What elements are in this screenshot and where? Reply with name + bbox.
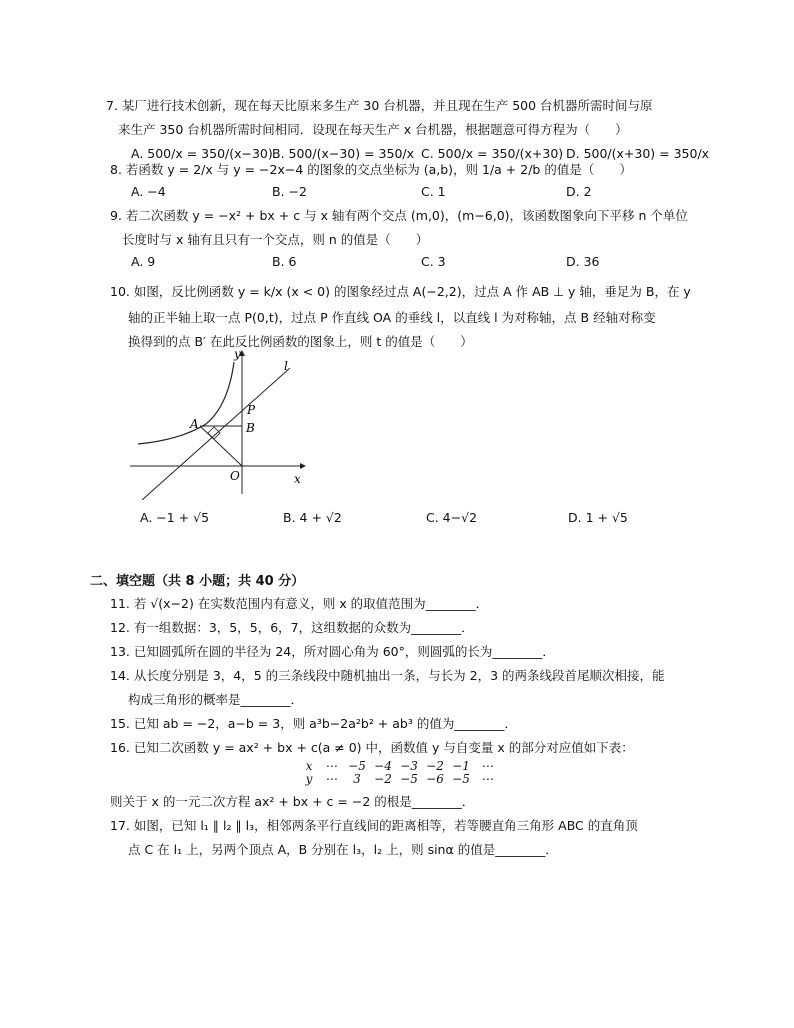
- q7-option-d: D. 500/(x+30) = 350/x: [566, 146, 710, 161]
- section-heading: 二、填空题（共 8 小题；共 40 分）: [90, 574, 305, 589]
- q8-option-c: C. 1: [421, 184, 446, 199]
- label-p: P: [247, 403, 256, 417]
- table-cell: −5: [348, 759, 366, 773]
- table-cell: x: [305, 759, 313, 773]
- table-cell: ⋯: [325, 759, 337, 773]
- q10-figure: [120, 340, 320, 500]
- q14-line1: 14. 从长度分别是 3，4，5 的三条线段中随机抽出一条，与长为 2，3 的两条线段首尾顺次相接，能: [110, 668, 665, 683]
- q16-line1: 16. 已知二次函数 y = ax² + bx + c(a ≠ 0) 中，函数值 y 与自变量 x 的部分对应值如下表：: [110, 740, 634, 755]
- q10-option-a: A. −1 + √5: [140, 510, 210, 525]
- q10-line2: 轴的正半轴上取一点 P(0,t)，过点 P 作直线 OA 的垂线 l，以直线 l 为对称轴，点 B 经轴对称变: [128, 310, 656, 325]
- label-l: l: [284, 359, 288, 373]
- q16-line2: 则关于 x 的一元二次方程 ax² + bx + c = −2 的根是________．: [110, 794, 475, 809]
- x-axis-arrow: [300, 463, 306, 469]
- label-y: y: [234, 347, 241, 361]
- q10-option-c: C. 4−√2: [426, 510, 478, 525]
- q9-line2: 长度时与 x 轴有且只有一个交点，则 n 的值是（ ）: [122, 232, 429, 247]
- q14-line2: 构成三角形的概率是________．: [128, 692, 304, 707]
- table-cell: −4: [374, 759, 392, 773]
- table-cell: −6: [426, 772, 444, 786]
- q10-line3: 换得到的点 B′ 在此反比例函数的图象上，则 t 的值是（ ）: [128, 334, 473, 349]
- q9-option-d: D. 36: [566, 254, 600, 269]
- table-cell: −2: [374, 772, 392, 786]
- q10-line1: 10. 如图，反比例函数 y = k/x (x < 0) 的图象经过点 A(−2,2)，过点 A 作 AB ⊥ y 轴，垂足为 B，在 y: [110, 284, 691, 299]
- q11: 11. 若 √(x−2) 在实数范围内有意义，则 x 的取值范围为________．: [110, 596, 489, 611]
- label-o: O: [230, 469, 240, 483]
- q7-option-b: B. 500/(x−30) = 350/x: [272, 146, 415, 161]
- q8-option-b: B. −2: [272, 184, 307, 199]
- label-a: A: [190, 417, 199, 431]
- q16-table-row-y: [300, 773, 500, 786]
- table-cell: −3: [400, 759, 418, 773]
- q7-line2: 来生产 350 台机器所需时间相同．设现在每天生产 x 台机器，根据题意可得方程为（ ）: [118, 122, 628, 137]
- q15: 15. 已知 ab = −2，a−b = 3，则 a³b−2a²b² + ab³ 的值为________．: [110, 716, 517, 731]
- hyperbola-curve: [138, 362, 234, 444]
- q8-option-d: D. 2: [566, 184, 592, 199]
- q12: 12. 有一组数据：3，5，5，6，7，这组数据的众数为________．: [110, 620, 474, 635]
- q13: 13. 已知圆弧所在圆的半径为 24，所对圆心角为 60°，则圆弧的长为________．: [110, 644, 555, 659]
- q10-option-d: D. 1 + √5: [568, 510, 628, 525]
- q8-option-a: A. −4: [131, 184, 166, 199]
- q9-option-b: B. 6: [272, 254, 297, 269]
- q7-line1: 7. 某厂进行技术创新，现在每天比原来多生产 30 台机器，并且现在生产 500 台机器所需时间与原: [106, 98, 653, 113]
- table-cell: ⋯: [325, 772, 337, 786]
- table-cell: −2: [426, 759, 444, 773]
- table-cell: ⋯: [481, 759, 493, 773]
- segment-oa: [200, 426, 242, 466]
- label-x: x: [294, 472, 301, 486]
- table-cell: 3: [353, 772, 361, 786]
- table-cell: −1: [452, 759, 470, 773]
- q9-line1: 9. 若二次函数 y = −x² + bx + c 与 x 轴有两个交点 (m,0)，(m−6,0)，该函数图象向下平移 n 个单位: [110, 208, 688, 223]
- label-b: B: [246, 421, 255, 435]
- q10-option-b: B. 4 + √2: [283, 510, 342, 525]
- q8-line1: 8. 若函数 y = 2/x 与 y = −2x−4 的图象的交点坐标为 (a,b)，则 1/a + 2/b 的值是（ ）: [110, 162, 632, 177]
- table-cell: −5: [452, 772, 470, 786]
- q9-option-c: C. 3: [421, 254, 446, 269]
- q7-option-c: C. 500/x = 350/(x+30): [421, 146, 564, 161]
- q7-option-a: A. 500/x = 350/(x−30): [131, 146, 273, 161]
- table-cell: ⋯: [481, 772, 493, 786]
- q9-option-a: A. 9: [131, 254, 156, 269]
- table-cell: −5: [400, 772, 418, 786]
- q17-line1: 17. 如图，已知 l₁ ∥ l₂ ∥ l₃，相邻两条平行直线间的距离相等，若等腰直角三角形 ABC 的直角顶: [110, 818, 638, 833]
- right-angle-mark: [208, 427, 220, 439]
- q16-table: [300, 760, 500, 786]
- table-cell: y: [305, 772, 313, 786]
- q17-line2: 点 C 在 l₁ 上，另两个顶点 A，B 分别在 l₃，l₂ 上，则 sinα 的值是________．: [128, 842, 558, 857]
- line-l: [142, 368, 290, 500]
